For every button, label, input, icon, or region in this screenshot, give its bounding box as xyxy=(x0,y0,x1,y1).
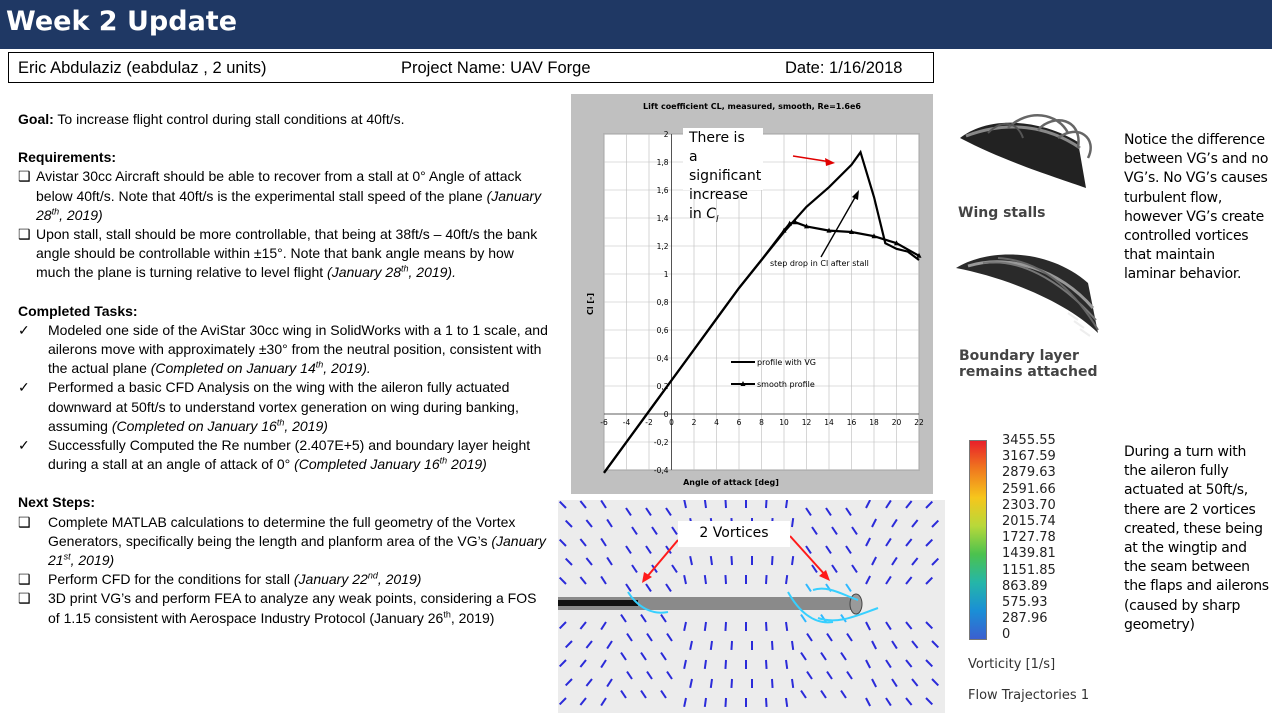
flow-arrow xyxy=(886,576,891,584)
flow-arrow xyxy=(906,501,912,508)
y-tick-label: 1,6 xyxy=(656,186,669,195)
flow-arrow xyxy=(772,556,773,565)
flow-arrow xyxy=(601,698,606,706)
flow-arrow xyxy=(684,660,686,669)
flow-arrow xyxy=(786,660,787,669)
flow-arrow xyxy=(607,679,612,687)
flow-arrow xyxy=(852,527,857,534)
flow-arrow xyxy=(892,557,897,565)
vorticity-value: 3455.55 xyxy=(1002,433,1056,448)
goal-paragraph xyxy=(18,110,548,129)
vorticity-value: 2015.74 xyxy=(1002,514,1056,529)
next-step-item: ❑ Complete MATLAB calculations to determine the full geometry of the Vortex Generators, specifically being the length and planform area of the VG’s (January 21st, 2019) xyxy=(18,513,546,569)
flow-arrow xyxy=(705,622,706,631)
flow-arrow xyxy=(560,622,566,628)
flow-arrow xyxy=(560,578,566,584)
flow-arrow xyxy=(841,691,846,698)
author-name: Eric Abdulaziz (eabdulaz , 2 units) xyxy=(18,59,267,77)
flow-arrow xyxy=(886,660,891,668)
flow-arrow xyxy=(586,520,592,527)
flow-arrow xyxy=(766,698,767,707)
flow-arrow xyxy=(926,578,932,584)
vorticity-value: 287.96 xyxy=(1002,611,1048,627)
flow-arrow xyxy=(846,584,851,591)
flow-arrow xyxy=(647,672,652,679)
vorticity-value: 1439.81 xyxy=(1002,546,1056,562)
flow-arrow xyxy=(684,698,686,707)
flow-arrow xyxy=(690,641,692,650)
wing-vg-illustration xyxy=(948,108,1118,388)
flow-arrow xyxy=(892,641,897,649)
flow-arrow xyxy=(892,679,897,687)
chart-ylabel: Cl [-] xyxy=(586,292,595,316)
flow-arrow xyxy=(792,556,793,565)
x-tick-label: 12 xyxy=(801,418,812,427)
flow-arrow xyxy=(652,527,657,534)
vorticity-legend xyxy=(966,430,1111,710)
flow-arrow xyxy=(560,660,566,666)
flow-arrow xyxy=(566,521,572,527)
flow-arrow xyxy=(926,540,932,546)
flow-arrow xyxy=(621,653,626,660)
vorticity-unit: Vorticity [1/s] xyxy=(968,657,1056,672)
vortices-callout: 2 Vortices xyxy=(678,521,790,547)
flow-arrow xyxy=(705,698,706,707)
vorticity-value: 3167.59 xyxy=(1002,449,1056,465)
flow-arrow xyxy=(866,660,870,668)
flow-arrow xyxy=(766,622,767,631)
flow-arrow xyxy=(766,660,767,669)
requirement-item: ❑ Avistar 30cc Aircraft should be able to recover from a stall at 0° Angle of attack below 40ft/s. Note that 40ft/s is the experimental stall speed of the plane (January 28th, 2019) xyxy=(18,168,542,223)
flow-arrow xyxy=(641,615,646,622)
vorticity-value: 1727.78 xyxy=(1002,530,1056,546)
flow-arrow xyxy=(912,520,918,527)
flow-arrow xyxy=(792,518,793,527)
flow-arrow xyxy=(841,653,846,660)
vorticity-value: 863.89 xyxy=(1002,578,1048,594)
vorticity-value: 1151.85 xyxy=(1002,562,1056,578)
flow-arrow xyxy=(806,584,811,591)
flow-arrow xyxy=(632,527,637,534)
flow-arrow xyxy=(906,577,912,584)
project-name: Project Name: UAV Forge xyxy=(401,59,591,77)
flow-arrow xyxy=(580,501,586,508)
x-tick-label: 10 xyxy=(779,418,789,427)
step-drop-annotation: step drop in Cl after stall xyxy=(770,259,869,268)
flow-arrow xyxy=(832,565,837,572)
x-tick-label: 8 xyxy=(759,418,764,427)
flow-arrow xyxy=(866,576,870,584)
flow-arrow xyxy=(725,660,726,669)
y-tick-label: 0 xyxy=(663,410,669,419)
flow-arrow xyxy=(601,576,606,584)
flow-arrow xyxy=(690,679,692,688)
vorticity-value: 2879.63 xyxy=(1002,465,1056,481)
y-tick-label: 1,2 xyxy=(656,242,669,251)
checkmark-icon: ✓ xyxy=(18,437,30,454)
left-text-column xyxy=(18,110,548,628)
flow-arrow xyxy=(731,556,732,565)
flow-arrow xyxy=(646,546,651,553)
flow-arrow xyxy=(826,508,831,515)
flow-arrow xyxy=(580,539,586,546)
flow-arrow xyxy=(772,641,773,650)
flow-arrow xyxy=(601,500,606,508)
flow-arrow xyxy=(731,679,732,688)
flow-arrow xyxy=(580,660,586,667)
flow-arrow xyxy=(846,546,851,553)
flow-arrow xyxy=(684,500,686,508)
legend-label: smooth profile xyxy=(757,380,815,389)
x-tick-label: 6 xyxy=(736,418,742,427)
flow-arrow xyxy=(827,672,832,679)
flow-arrow xyxy=(866,500,870,508)
flow-arrow xyxy=(586,558,592,565)
requirements-heading: Requirements: xyxy=(18,149,117,166)
flow-arrow xyxy=(566,679,572,685)
vortex-cfd-figure xyxy=(558,500,945,713)
flow-arrow xyxy=(626,584,631,591)
flow-arrow xyxy=(560,540,566,546)
vg-note: Notice the difference between VG’s and no VG’s. No VG’s causes turbulent flow, however VG’s create controlled vortices that maintain laminar behavior. xyxy=(1124,132,1269,283)
flow-arrow xyxy=(906,698,912,705)
flow-arrow xyxy=(661,653,666,660)
checkbox-icon: ❑ xyxy=(18,571,31,588)
flow-arrow xyxy=(926,502,932,508)
flow-arrow xyxy=(886,500,891,508)
flow-arrow xyxy=(912,558,918,565)
completed-item: ✓ Modeled one side of the AviStar 30cc wing in SolidWorks with a 1 to 1 scale, and ailerons move with approximately ±30° from the neutral position, consistent with the actual plane (Completed on January 14th, 2019). xyxy=(18,321,548,377)
flow-arrow xyxy=(926,698,932,704)
vorticity-value: 0 xyxy=(1002,627,1011,643)
x-tick-label: 0 xyxy=(669,418,674,427)
flow-arrow xyxy=(892,519,897,527)
flow-arrow xyxy=(906,660,912,667)
flow-arrow xyxy=(601,538,606,546)
flow-arrow xyxy=(786,500,787,508)
flow-arrow xyxy=(872,679,876,687)
flow-arrow xyxy=(607,519,612,527)
flow-arrow xyxy=(821,653,826,660)
flow-arrow xyxy=(872,557,876,565)
y-tick-label: 0,8 xyxy=(656,298,669,307)
next-step-item: ❑ Perform CFD for the conditions for stall (January 22nd, 2019) xyxy=(18,570,548,589)
x-tick-label: -4 xyxy=(622,418,631,427)
flow-arrow xyxy=(792,641,793,650)
flow-arrow xyxy=(661,615,666,622)
x-tick-label: -2 xyxy=(645,418,653,427)
x-tick-label: 22 xyxy=(914,418,924,427)
y-tick-label: -0,2 xyxy=(653,438,669,447)
boundary-layer-label-line2: remains attached xyxy=(959,364,1098,380)
flow-arrow xyxy=(646,508,651,515)
flow-arrow xyxy=(711,556,712,565)
flow-arrow xyxy=(684,575,686,584)
x-tick-label: 14 xyxy=(824,418,834,427)
y-tick-label: 1,4 xyxy=(656,214,669,223)
flow-arrow xyxy=(607,641,612,649)
flow-arrow xyxy=(641,691,646,698)
increase-callout: There is a significant increase in $C_l$ xyxy=(683,128,763,190)
flow-arrow xyxy=(912,641,918,648)
flow-arrow xyxy=(801,653,806,660)
flow-arrow xyxy=(766,500,767,508)
vorticity-value: 2303.70 xyxy=(1002,497,1056,513)
flow-arrow xyxy=(772,679,773,688)
x-tick-label: -6 xyxy=(600,418,608,427)
wing-dark-section xyxy=(558,600,638,606)
flow-arrow xyxy=(886,538,891,546)
y-tick-label: 0,2 xyxy=(656,382,669,391)
flow-arrow xyxy=(725,698,726,707)
x-tick-label: 4 xyxy=(714,418,719,427)
turn-note: During a turn with the aileron fully actuated at 50ft/s, there are 2 vortices created, these being at the wingtip and the seam between the flaps and ailerons (caused by sharp geometry) xyxy=(1124,444,1269,633)
flow-arrow xyxy=(627,634,632,641)
x-tick-label: 20 xyxy=(891,418,902,427)
flow-arrow xyxy=(806,508,811,515)
flow-arrow xyxy=(647,634,652,641)
checkbox-icon: ❑ xyxy=(18,226,31,243)
flow-arrow xyxy=(667,672,672,679)
flow-arrow xyxy=(672,527,677,534)
page-title: Week 2 Update xyxy=(6,6,238,37)
flow-arrow xyxy=(566,559,572,565)
flow-arrow xyxy=(906,622,912,629)
flow-arrow xyxy=(866,538,870,546)
flow-arrow xyxy=(641,653,646,660)
flow-arrow xyxy=(827,634,832,641)
flow-arrow xyxy=(872,519,876,527)
flow-arrow xyxy=(580,577,586,584)
flow-arrow xyxy=(932,679,938,685)
flow-arrow xyxy=(792,679,793,688)
flow-arrow xyxy=(626,546,631,553)
flow-arrow xyxy=(725,575,726,584)
flow-arrow xyxy=(866,622,870,630)
flow-arrow xyxy=(807,634,812,641)
flow-arrow xyxy=(684,622,686,631)
vorticity-value: 2591.66 xyxy=(1002,481,1056,497)
flow-arrow xyxy=(580,698,586,705)
y-tick-label: 0,6 xyxy=(656,326,669,335)
flow-arrow xyxy=(932,641,938,647)
flow-arrow xyxy=(725,622,726,631)
completed-item: ✓ Successfully Computed the Re number (2.407E+5) and boundary layer height during a stall at an angle of attack of 0° (Completed January 16th 2019) xyxy=(18,437,531,473)
y-tick-label: -0,4 xyxy=(653,466,669,475)
flow-arrow xyxy=(560,698,566,704)
info-box xyxy=(8,52,934,83)
flow-arrow xyxy=(621,615,626,622)
chart-xlabel: Angle of attack [deg] xyxy=(683,478,779,487)
flow-arrow xyxy=(690,556,692,565)
flow-arrow xyxy=(667,634,672,641)
checkbox-icon: ❑ xyxy=(18,513,31,530)
flow-arrow xyxy=(711,641,712,650)
flow-arrow xyxy=(932,559,938,565)
flow-arrow xyxy=(852,565,857,572)
flow-arrow xyxy=(725,500,726,508)
flow-arrow xyxy=(766,575,767,584)
flow-arrow xyxy=(847,634,852,641)
flow-arrow xyxy=(672,565,677,572)
flow-arrow xyxy=(932,521,938,527)
flow-arrow xyxy=(786,622,787,631)
flow-arrow xyxy=(832,527,837,534)
next-step-item: ❑ 3D print VG’s and perform FEA to analyze any weak points, considering a FOS of 1.15 consistent with Aerospace Industry Protocol (January 26th, 2019) xyxy=(18,590,537,626)
requirement-item: ❑ Upon stall, stall should be more controllable, that being at 38ft/s – 40ft/s the bank angle should be controllable within ±15°. Note that bank angle means by how much the plane is turning relative to level flight (January 28th, 2019). xyxy=(18,226,538,281)
flow-arrow xyxy=(786,698,787,707)
flow-arrow xyxy=(786,575,787,584)
flow-arrow xyxy=(807,672,812,679)
flow-arrow xyxy=(586,679,592,686)
flow-arrow xyxy=(812,527,817,534)
goal-text: To increase flight control during stall conditions at 40ft/s. xyxy=(53,111,405,127)
flow-arrow xyxy=(847,672,852,679)
legend-label: profile with VG xyxy=(757,358,816,367)
vorticity-colorbar xyxy=(969,440,987,640)
chart-title: Lift coefficient CL, measured, smooth, Re=1.6e6 xyxy=(643,102,861,111)
attached-wing-icon xyxy=(956,254,1098,336)
flow-arrow xyxy=(821,691,826,698)
y-tick-label: 0,4 xyxy=(656,354,669,363)
y-tick-label: 1 xyxy=(663,270,669,279)
flow-arrow xyxy=(906,539,912,546)
flow-arrow xyxy=(926,660,932,666)
wing-stalls-label: Wing stalls xyxy=(958,205,1046,221)
flow-arrow xyxy=(627,672,632,679)
flow-arrow xyxy=(626,508,631,515)
goal-label: Goal: xyxy=(18,111,54,127)
title-bar xyxy=(0,0,1272,49)
flow-arrow xyxy=(926,622,932,628)
flow-arrow xyxy=(705,660,706,669)
flow-arrow xyxy=(566,641,572,647)
flow-arrow xyxy=(711,679,712,688)
lift-coefficient-chart xyxy=(571,94,933,494)
checkbox-icon: ❑ xyxy=(18,168,31,185)
flow-arrow xyxy=(646,584,651,591)
flow-arrow xyxy=(560,502,566,508)
flow-arrow xyxy=(886,698,891,706)
x-tick-label: 18 xyxy=(869,418,879,427)
flow-trajectories-caption: Flow Trajectories 1 xyxy=(968,688,1090,703)
flow-arrow xyxy=(806,546,811,553)
flow-arrow xyxy=(912,679,918,686)
flow-arrow xyxy=(826,546,831,553)
flow-arrow xyxy=(705,500,706,508)
flow-arrow xyxy=(872,641,876,649)
flow-arrow xyxy=(632,565,637,572)
y-tick-label: 1,8 xyxy=(656,158,669,167)
flow-arrow xyxy=(601,622,606,630)
next-steps-heading: Next Steps: xyxy=(18,494,96,511)
checkbox-icon: ❑ xyxy=(18,590,31,607)
flow-arrow xyxy=(666,508,671,515)
y-tick-label: 2 xyxy=(663,130,669,139)
flow-arrow xyxy=(886,622,891,630)
flow-arrow xyxy=(607,557,612,565)
x-tick-label: 2 xyxy=(691,418,697,427)
vorticity-value: 575.93 xyxy=(1002,595,1048,610)
flow-arrow xyxy=(586,641,592,648)
flow-arrow xyxy=(801,615,806,622)
checkmark-icon: ✓ xyxy=(18,321,30,338)
completed-item: ✓ Performed a basic CFD Analysis on the wing with the aileron fully actuated downward at 50ft/s to understand vortex generation on wing during banking, assuming (Completed on January 16th, 2019) xyxy=(18,379,519,434)
flow-arrow xyxy=(801,691,806,698)
boundary-layer-label-line1: Boundary layer xyxy=(959,348,1079,364)
report-date: Date: 1/16/2018 xyxy=(785,59,903,77)
flow-arrow xyxy=(846,508,851,515)
stalled-wing-icon xyxy=(960,115,1091,188)
flow-arrow xyxy=(666,584,671,591)
flow-arrow xyxy=(866,698,870,706)
checkmark-icon: ✓ xyxy=(18,379,30,396)
x-tick-label: 16 xyxy=(846,418,857,427)
flow-arrow xyxy=(601,660,606,668)
flow-arrow xyxy=(661,691,666,698)
flow-arrow xyxy=(580,622,586,629)
flow-arrow xyxy=(621,691,626,698)
flow-arrow xyxy=(731,641,732,650)
flow-arrow xyxy=(705,575,706,584)
completed-heading: Completed Tasks: xyxy=(18,302,138,319)
